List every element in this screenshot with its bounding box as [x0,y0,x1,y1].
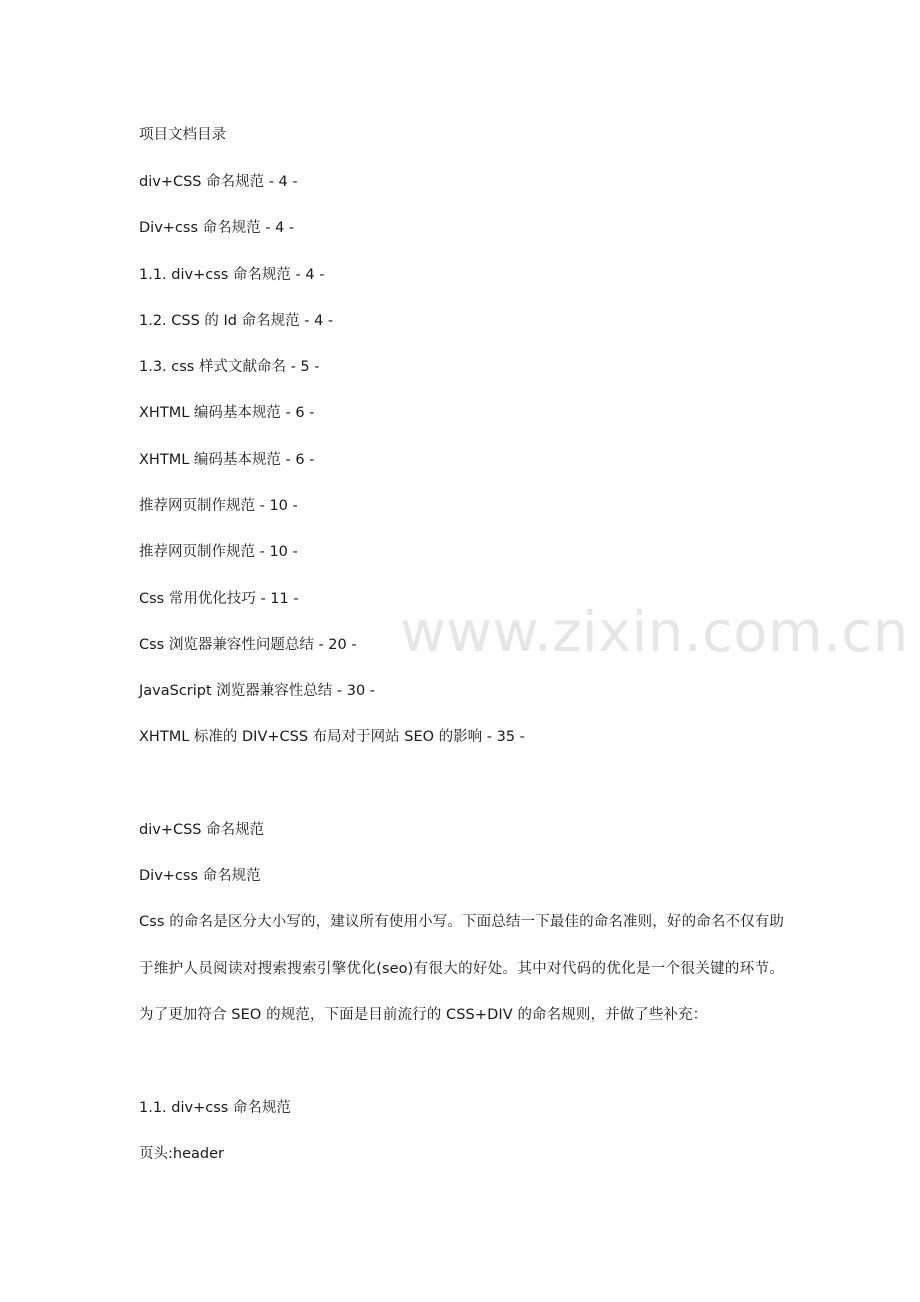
section-title: 1.1. div+css 命名规范 [139,1100,291,1116]
toc-entry[interactable]: 推荐网页制作规范 - 10 - [139,498,298,514]
toc-entry[interactable]: 1.3. css 样式文献命名 - 5 - [139,359,320,375]
section-subheading: Div+css 命名规范 [139,868,261,884]
watermark: www.zixin.com.cn [400,600,909,665]
section-heading: div+CSS 命名规范 [139,822,265,838]
toc-entry[interactable]: Css 常用优化技巧 - 11 - [139,591,299,607]
toc-entry[interactable]: Div+css 命名规范 - 4 - [139,220,295,236]
toc-entry[interactable]: div+CSS 命名规范 - 4 - [139,174,298,190]
toc-entry[interactable]: JavaScript 浏览器兼容性总结 - 30 - [139,683,376,699]
toc-entry[interactable]: Css 浏览器兼容性问题总结 - 20 - [139,637,357,653]
toc-entry[interactable]: XHTML 编码基本规范 - 6 - [139,405,315,421]
toc-title: 项目文档目录 [139,127,226,143]
toc-entry[interactable]: XHTML 标准的 DIV+CSS 布局对于网站 SEO 的影响 - 35 - [139,729,525,745]
list-item: 页头:header [139,1146,224,1162]
body-paragraph: Css 的命名是区分大小写的，建议所有使用小写。下面总结一下最佳的命名准则，好的命名不仅有助于维护人员阅读对搜索搜索引擎优化(seo)有很大的好处。其中对代码的优化是一个很关键的环节。为了更加符合 SEO 的规范，下面是目前流行的 CSS+DIV 的命名规则，并做了些补充： [139,914,784,1023]
toc-entry[interactable]: 1.2. CSS 的 Id 命名规范 - 4 - [139,313,334,329]
toc-entry[interactable]: XHTML 编码基本规范 - 6 - [139,452,315,468]
toc-entry[interactable]: 1.1. div+css 命名规范 - 4 - [139,267,325,283]
toc-entry[interactable]: 推荐网页制作规范 - 10 - [139,544,298,560]
